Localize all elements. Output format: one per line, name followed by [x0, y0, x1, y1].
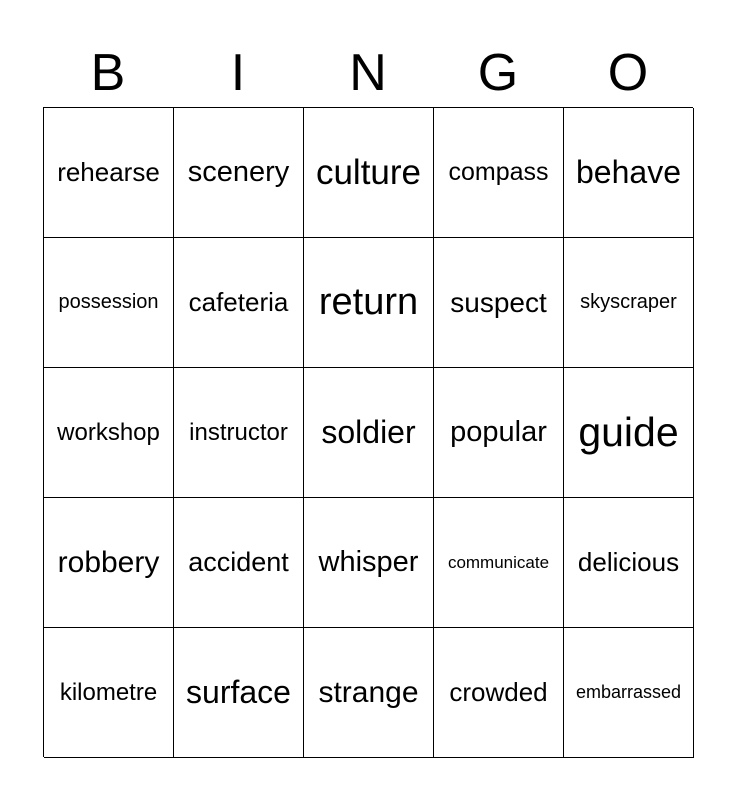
- header-letter-i: I: [230, 44, 246, 102]
- bingo-cell: culture: [304, 108, 434, 238]
- bingo-cell: kilometre: [44, 628, 174, 758]
- bingo-cell: accident: [174, 498, 304, 628]
- bingo-cell: suspect: [434, 238, 564, 368]
- bingo-cell: compass: [434, 108, 564, 238]
- bingo-cell: strange: [304, 628, 434, 758]
- bingo-cell: skyscraper: [564, 238, 694, 368]
- bingo-cell: crowded: [434, 628, 564, 758]
- header-letter-b: B: [90, 44, 126, 102]
- bingo-cell: behave: [564, 108, 694, 238]
- bingo-cell: scenery: [174, 108, 304, 238]
- header-letter-o: O: [607, 44, 649, 102]
- bingo-cell: soldier: [304, 368, 434, 498]
- bingo-cell: surface: [174, 628, 304, 758]
- bingo-cell: whisper: [304, 498, 434, 628]
- bingo-cell: rehearse: [44, 108, 174, 238]
- bingo-cell: communicate: [434, 498, 564, 628]
- bingo-cell: workshop: [44, 368, 174, 498]
- bingo-cell: instructor: [174, 368, 304, 498]
- bingo-cell: embarrassed: [564, 628, 694, 758]
- bingo-cell: delicious: [564, 498, 694, 628]
- bingo-cell: return: [304, 238, 434, 368]
- bingo-cell: robbery: [44, 498, 174, 628]
- bingo-cell: possession: [44, 238, 174, 368]
- bingo-cell: guide: [564, 368, 694, 498]
- header-letter-g: G: [477, 44, 519, 102]
- bingo-cell: cafeteria: [174, 238, 304, 368]
- bingo-cell: popular: [434, 368, 564, 498]
- bingo-header: [43, 38, 693, 108]
- header-letter-n: N: [349, 44, 387, 102]
- bingo-board: [43, 107, 693, 757]
